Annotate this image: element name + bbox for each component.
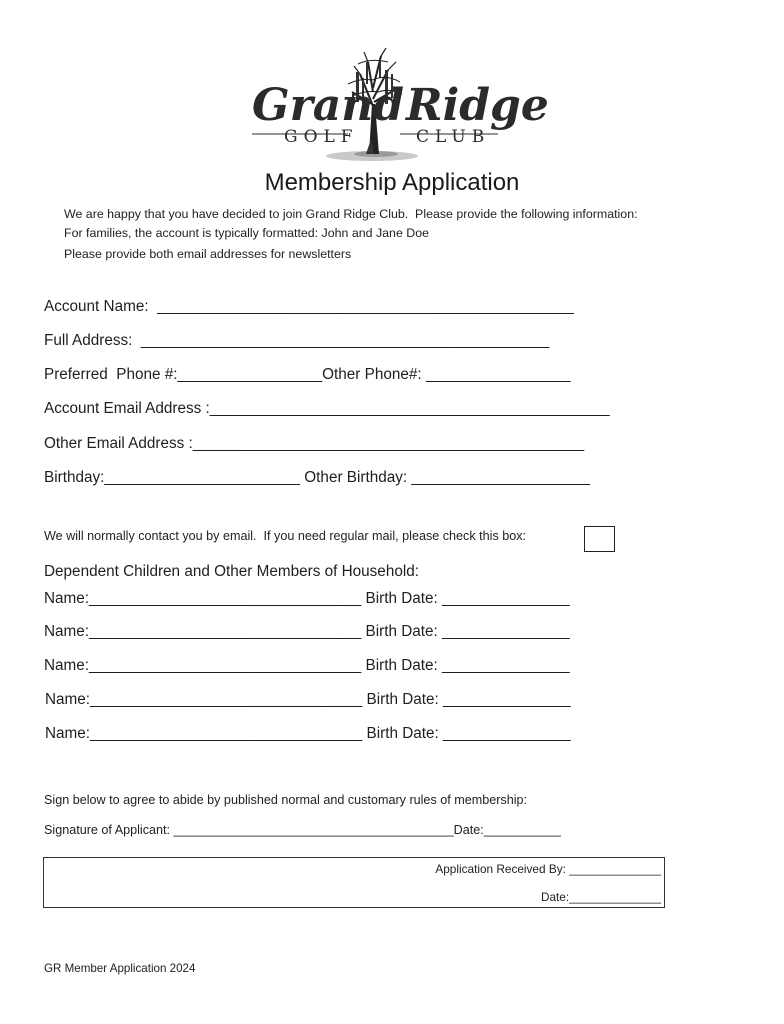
page-title: Membership Application <box>264 169 520 196</box>
logo-name-left: Grand <box>252 80 405 131</box>
agreement-text: Sign below to agree to abide by published normal and customary rules of membership: <box>44 793 528 807</box>
other-email-field[interactable]: Other Email Address :______________________________________________ <box>44 435 585 452</box>
phone-fields[interactable]: Preferred Phone #:_________________Other Phone#: _________________ <box>44 366 571 383</box>
intro-line-3: Please provide both email addresses for newsletters <box>64 247 352 261</box>
dependents-heading: Dependent Children and Other Members of Household: <box>44 563 419 580</box>
logo-name-right: Ridge <box>406 80 549 131</box>
received-by-field[interactable]: Application Received By: ______________ <box>435 862 661 876</box>
regular-mail-checkbox[interactable] <box>584 526 615 552</box>
signature-field[interactable]: Signature of Applicant: ________________________________________Date:___________ <box>44 823 561 837</box>
account-email-field[interactable]: Account Email Address :_______________________________________________ <box>44 400 610 417</box>
birthday-fields[interactable]: Birthday:_______________________ Other Birthday: _____________________ <box>44 469 591 486</box>
account-name-field[interactable]: Account Name: _________________________________________________ <box>44 298 574 315</box>
dependent-row[interactable]: Name:________________________________ Birth Date: _______________ <box>44 657 570 674</box>
intro-line-1: We are happy that you have decided to join Grand Ridge Club. Please provide the following information: <box>64 207 638 221</box>
mail-notice: We will normally contact you by email. If you need regular mail, please check this box: <box>44 529 527 543</box>
dependent-row[interactable]: Name:________________________________ Birth Date: _______________ <box>45 691 571 708</box>
club-logo <box>248 44 549 166</box>
received-date-field[interactable]: Date:______________ <box>540 890 661 904</box>
dependent-row[interactable]: Name:________________________________ Birth Date: _______________ <box>44 590 570 607</box>
dependent-row[interactable]: Name:________________________________ Birth Date: _______________ <box>44 623 570 640</box>
office-use-box <box>43 857 665 908</box>
full-address-field[interactable]: Full Address: ________________________________________________ <box>44 332 550 349</box>
intro-line-2: For families, the account is typically formatted: John and Jane Doe <box>64 226 430 240</box>
dependent-row[interactable]: Name:________________________________ Birth Date: _______________ <box>45 725 571 742</box>
cypress-tree-icon <box>248 44 549 166</box>
logo-sub-left: GOLF <box>284 127 359 147</box>
footer-text: GR Member Application 2024 <box>44 962 196 975</box>
logo-sub-right: CLUB <box>416 127 491 147</box>
